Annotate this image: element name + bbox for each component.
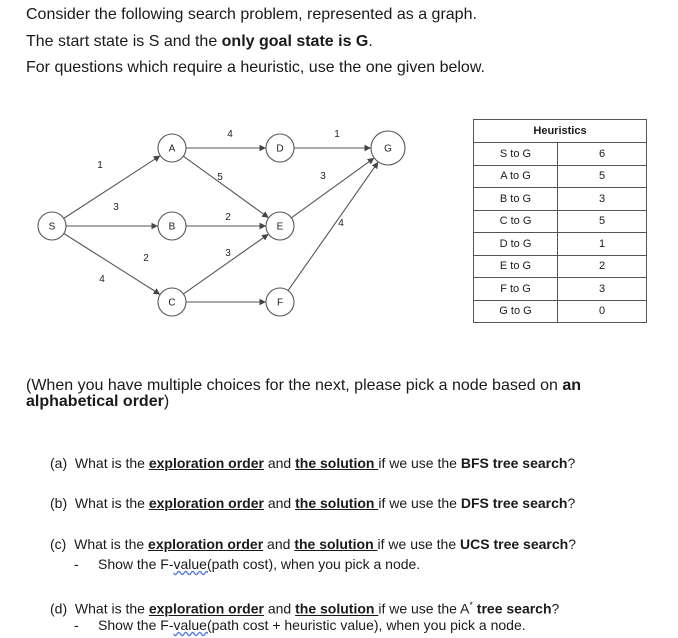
- edge-cost-s-c: 4: [99, 274, 105, 285]
- algo-star: *: [469, 600, 473, 610]
- node-label-b: B: [168, 221, 176, 233]
- heuristic-label: S to G: [474, 143, 558, 166]
- question-if: if we use the: [378, 600, 461, 617]
- exploration-order-text: exploration order: [148, 495, 264, 511]
- question-if: if we use the: [378, 495, 461, 511]
- heuristic-value: 2: [558, 255, 647, 278]
- question-b: [50, 494, 575, 512]
- heuristic-value: 1: [558, 233, 647, 256]
- table-row: [474, 143, 647, 166]
- question-suffix: ?: [551, 600, 560, 617]
- note-suffix: ): [163, 393, 170, 410]
- question-c: [50, 535, 576, 553]
- edge-cost-a-d: 4: [227, 129, 233, 140]
- edge-cost-b-e: 2: [225, 212, 231, 223]
- table-row: [474, 188, 647, 211]
- edge-a-e: [183, 156, 267, 217]
- exploration-order-text: exploration order: [148, 600, 264, 617]
- table-row: [474, 233, 647, 256]
- algo-name: DFS: [460, 495, 489, 511]
- question-label: (d): [50, 600, 68, 617]
- heuristic-label: G to G: [474, 300, 558, 323]
- edge-f-g: [288, 163, 378, 291]
- question-stem: What is the: [74, 600, 149, 617]
- edge-cost-f-g: 4: [338, 218, 344, 229]
- tree-search-text: tree search: [488, 455, 568, 471]
- search-graph: [30, 118, 420, 334]
- solution-text: the solution: [294, 536, 378, 552]
- table-row: [474, 165, 647, 188]
- question-label: (c): [50, 536, 67, 552]
- heuristic-value: 3: [558, 188, 647, 211]
- exploration-order-text: exploration order: [148, 455, 264, 471]
- edge-e-g: [291, 159, 373, 218]
- intro-line-1: Consider the following search problem, represented as a graph.: [26, 6, 477, 23]
- edge-cost-s-e: 2: [143, 253, 149, 264]
- intro-line-2: [26, 32, 373, 52]
- question-d-subnote: [74, 616, 526, 634]
- question-stem: What is the: [74, 536, 149, 552]
- solution-text: the solution: [295, 600, 379, 617]
- question-if: if we use the: [378, 455, 461, 471]
- intro-line-2-prefix: The start state is S and the: [26, 33, 222, 50]
- tree-search-text: tree search: [489, 536, 569, 552]
- heuristic-value: 6: [558, 143, 647, 166]
- edge-c-e: [183, 235, 267, 294]
- subnote-rest: path cost), when you pick a node.: [211, 556, 421, 572]
- subnote-wavy: value(: [173, 556, 212, 572]
- subnote-wavy: value(: [173, 617, 212, 633]
- question-stem: What is the: [74, 455, 149, 471]
- question-and: and: [263, 455, 296, 471]
- question-suffix: ?: [567, 455, 576, 471]
- question-suffix: ?: [568, 536, 576, 552]
- question-suffix: ?: [567, 495, 576, 511]
- heuristic-value: 3: [558, 278, 647, 301]
- edge-s-a: [64, 156, 160, 218]
- tree-search-text: tree search: [472, 600, 552, 617]
- edge-cost-s-b: 3: [113, 202, 119, 213]
- table-row: [474, 278, 647, 301]
- question-label: (b): [50, 495, 68, 511]
- question-stem: What is the: [74, 495, 149, 511]
- question-and: and: [263, 600, 296, 617]
- tree-search-text: tree search: [488, 495, 568, 511]
- question-if: if we use the: [377, 536, 461, 552]
- intro-line-3: For questions which require a heuristic, use the one given below.: [26, 59, 485, 76]
- subnote-rest: path cost + heuristic value), when you pick a node.: [211, 617, 526, 633]
- intro-goal-bold: only goal state is G: [221, 33, 369, 50]
- node-label-c: C: [168, 297, 176, 309]
- question-and: and: [263, 536, 295, 552]
- question-label: (a): [50, 455, 68, 471]
- table-row: [474, 300, 647, 323]
- alphabetical-note: [26, 378, 646, 410]
- subnote-prefix: Show the F-: [98, 556, 174, 572]
- note-prefix: (When you have multiple choices for the next, please pick a node based on: [26, 377, 563, 394]
- edge-cost-d-g: 1: [334, 129, 340, 140]
- heuristic-label: A to G: [474, 165, 558, 188]
- question-d: [50, 596, 559, 618]
- intro-line-2-suffix: .: [368, 33, 373, 50]
- heuristic-value: 5: [558, 165, 647, 188]
- exploration-order-text: exploration order: [148, 536, 264, 552]
- node-label-e: E: [276, 221, 284, 233]
- node-label-s: S: [48, 221, 56, 233]
- subnote-prefix: Show the F-: [98, 617, 174, 633]
- question-and: and: [263, 495, 296, 511]
- node-label-f: F: [276, 297, 284, 309]
- question-a: [50, 454, 575, 472]
- algo-name: A: [460, 600, 470, 617]
- heuristic-label: C to G: [474, 210, 558, 233]
- edge-cost-e-g: 3: [320, 171, 326, 182]
- bullet-dash: -: [74, 617, 79, 633]
- heuristic-label: E to G: [474, 255, 558, 278]
- heuristics-table: [473, 119, 647, 323]
- question-c-subnote: [74, 555, 420, 573]
- algo-name: UCS: [460, 536, 490, 552]
- node-label-g: G: [384, 143, 392, 155]
- heuristic-value: 0: [558, 300, 647, 323]
- solution-text: the solution: [295, 455, 379, 471]
- node-label-a: A: [168, 143, 176, 155]
- heuristic-label: D to G: [474, 233, 558, 256]
- note-bold: an alphabetical order: [26, 377, 581, 410]
- bullet-dash: -: [74, 556, 79, 572]
- heuristic-label: F to G: [474, 278, 558, 301]
- edge-cost-s-a: 1: [97, 160, 103, 171]
- algo-name: BFS: [460, 455, 489, 471]
- edge-cost-a-e: 5: [217, 172, 223, 183]
- solution-text: the solution: [295, 495, 379, 511]
- edge-cost-c-e: 3: [225, 248, 231, 259]
- node-label-d: D: [276, 143, 284, 155]
- table-row: [474, 210, 647, 233]
- heuristic-label: B to G: [474, 188, 558, 211]
- heuristics-title: Heuristics: [474, 120, 647, 143]
- table-row: [474, 255, 647, 278]
- heuristic-value: 5: [558, 210, 647, 233]
